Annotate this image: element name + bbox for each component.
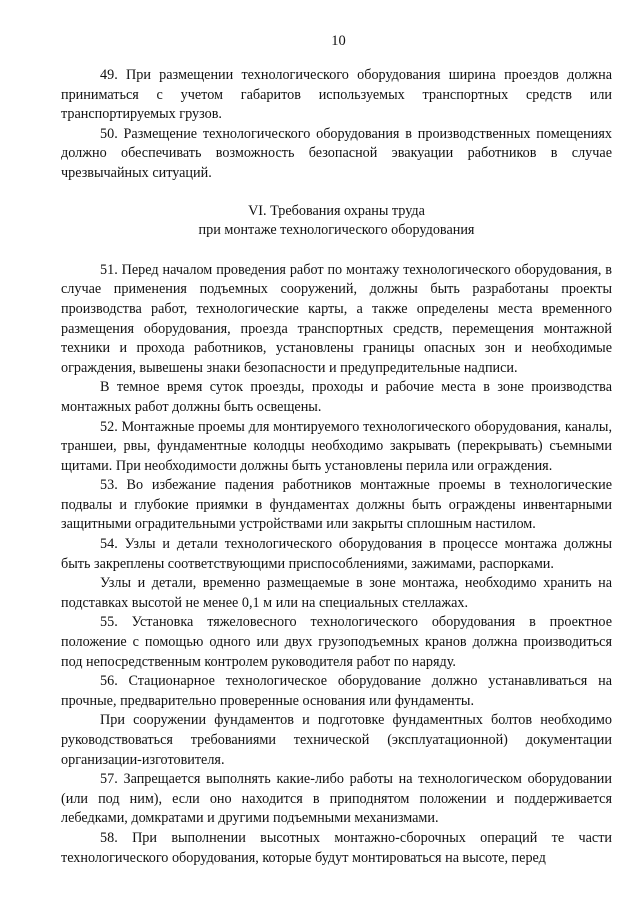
- paragraph-57: 57. Запрещается выполнять какие-либо работы на технологическом оборудовании (или под ним), если оно находится в приподнятом положении и поддерживается лебедками, домкратами и другими подъемными механизмами.: [61, 771, 612, 827]
- paragraph-51: 51. Перед началом проведения работ по монтажу технологического оборудования, в случае применения подъемных сооружений, должны быть разработаны проекты производства работ, технологические карты, а также определены места временного размещения оборудования, проезда транспортных средств, перемещения монтажной техники и прохода работников, установлены границы опасных зон и необходимые ограждения, вывешены знаки безопасности и предупредительные надписи.: [61, 261, 612, 376]
- paragraph-56: 56. Стационарное технологическое оборудование должно устанавливаться на прочные, предварительно проверенные основания или фундаменты.: [61, 673, 612, 709]
- paragraph-54-storage: Узлы и детали, временно размещаемые в зоне монтажа, необходимо хранить на подставках высотой не менее 0,1 м или на специальных стеллажах.: [61, 575, 612, 611]
- section-title-line2: при монтаже технологического оборудования: [198, 222, 475, 239]
- section-heading: [61, 202, 612, 241]
- paragraph-53: 53. Во избежание падения работников монтажные проемы в технологические подвалы и глубокие приямки в фундаментах должны быть ограждены инвентарными защитными оградительными устройствами или закрыты сплошным настилом.: [61, 477, 612, 533]
- paragraph-58: 58. При выполнении высотных монтажно-сборочных операций те части технологического оборудования, которые будут монтироваться на высоте, перед: [61, 829, 612, 866]
- section-title-line1: VI. Требования охраны труда: [248, 202, 425, 219]
- page-number: 10: [331, 33, 346, 49]
- paragraph-56-foundations: При сооружении фундаментов и подготовке фундаментных болтов необходимо руководствоваться требованиями технической (эксплуатационной) документации организации-изготовителя.: [61, 712, 612, 768]
- paragraph-50: 50. Размещение технологического оборудования в производственных помещениях должно обеспечивать возможность безопасной эвакуации работников в случае чрезвычайных ситуаций.: [61, 125, 612, 181]
- paragraph-55: 55. Установка тяжеловесного технологического оборудования в проектное положение с помощью одного или двух грузоподъемных кранов должна производиться под непосредственным контролем руководителя работ по наряду.: [61, 614, 612, 670]
- paragraph-52: 52. Монтажные проемы для монтируемого технологического оборудования, каналы, траншеи, рвы, фундаментные колодцы необходимо закрывать (перекрывать) съемными щитами. При необходимости должны быть установлены перила или ограждения.: [61, 418, 612, 474]
- paragraph-49: 49. При размещении технологического оборудования ширина проездов должна приниматься с учетом габаритов используемых транспортных средств или транспортируемых грузов.: [61, 67, 612, 123]
- paragraph-54: 54. Узлы и детали технологического оборудования в процессе монтажа должны быть закреплены соответствующими приспособлениями, зажимами, распорками.: [61, 536, 612, 572]
- paragraph-51-lighting: В темное время суток проезды, проходы и рабочие места в зоне производства монтажных работ должны быть освещены.: [61, 379, 612, 415]
